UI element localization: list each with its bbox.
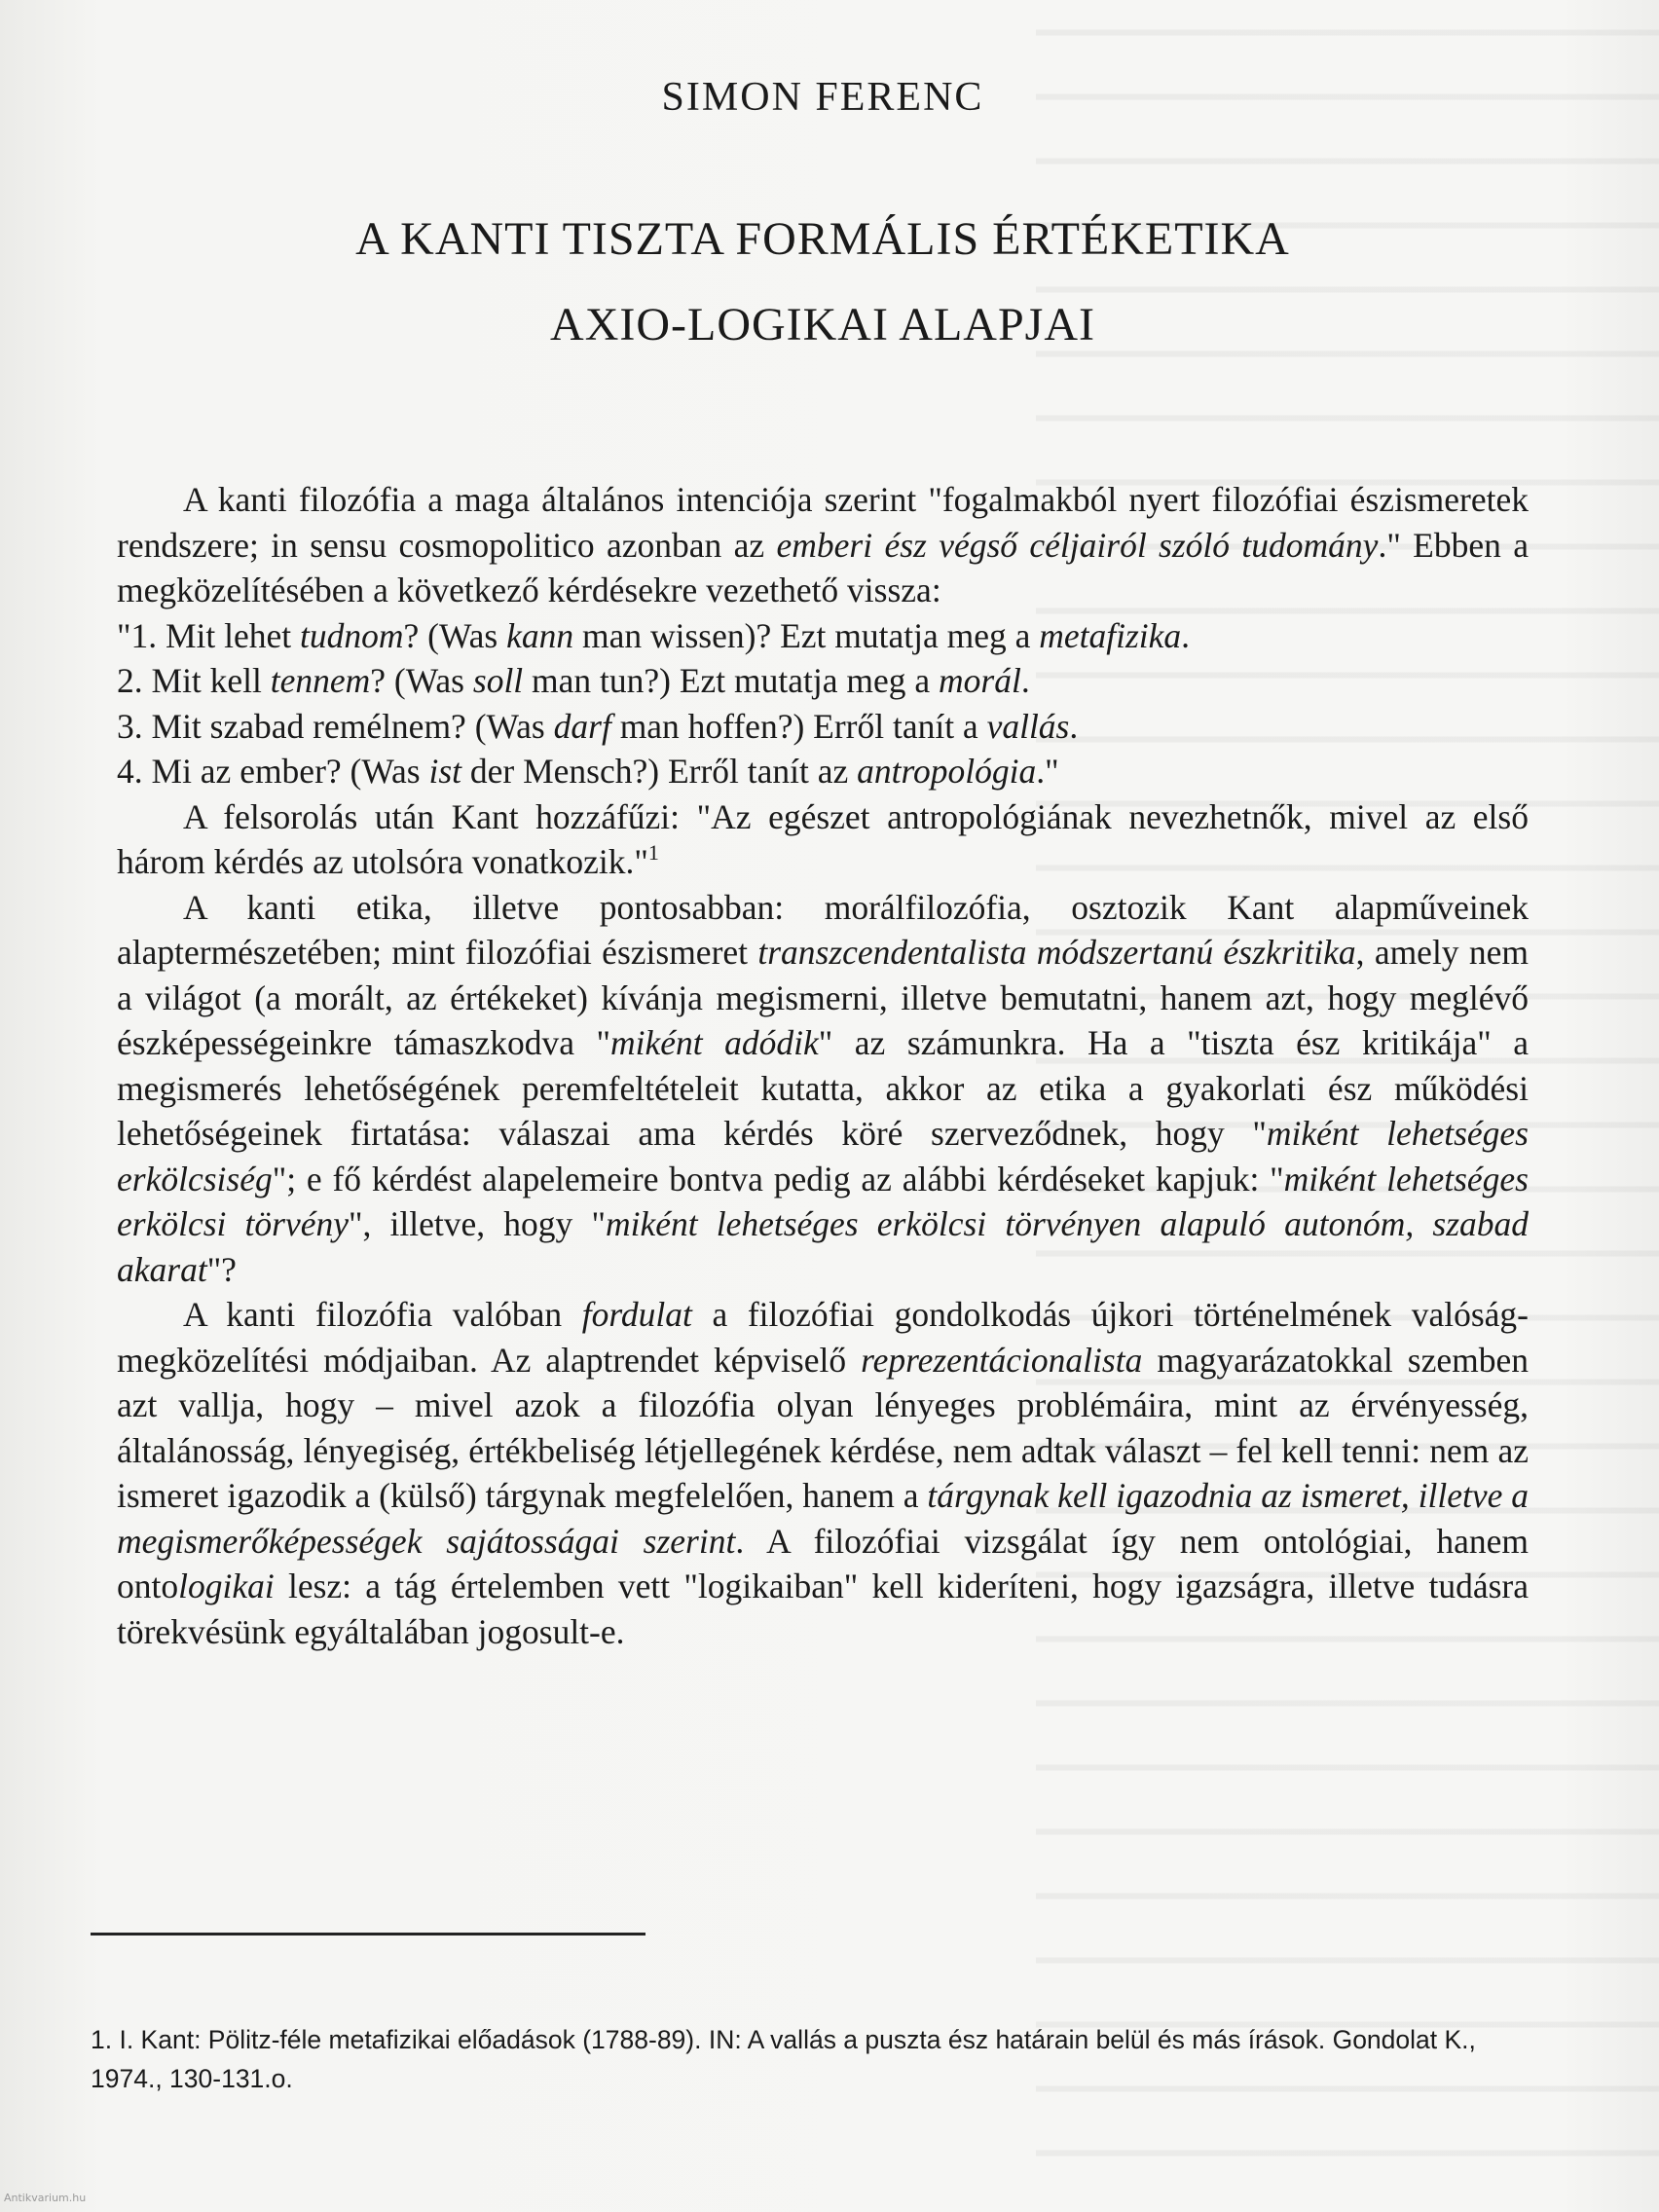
question-2: 2. Mit kell tennem? (Was soll man tun?) Ezt mutatja meg a morál.: [117, 661, 1030, 700]
title-line-1: A KANTI TISZTA FORMÁLIS ÉRTÉKETIKA: [355, 213, 1290, 265]
p1-text-a: A kanti filozófia a maga általános intenciója szerint "fogalmakból nyert filozófiai észismeretek rendszere; in sensu cosmopolitico azonban az: [117, 480, 1529, 565]
footnote-1: 1. I. Kant: Pölitz-féle metafizikai előadások (1788-89). IN: A vallás a puszta ész határain belül és más írások. Gondolat K., 1974., 130-131.o.: [91, 2025, 1476, 2093]
p1-text-b: ." Ebben a megközelítésében a következő kérdésekre vezethető vissza:: [117, 525, 1529, 609]
author-name: SIMON FERENC: [661, 75, 984, 120]
article-body: [117, 477, 1529, 1654]
question-4: 4. Mi az ember? (Was ist der Mensch?) Erről tanít az antropológia.": [117, 752, 1059, 791]
question-1: "1. Mit lehet tudnom? (Was kann man wissen)? Ezt mutatja meg a metafizika.: [117, 615, 1191, 655]
footnote-divider: [91, 1933, 645, 1936]
paragraph-4: A kanti filozófia valóban fordulat a filozófiai gondolkodás újkori történelmének valóság-megközelítési módjaiban. Az alaptrendet képviselő reprezentácionalista magyarázatokkal szemben azt vallja, hogy – mivel azok a filozófia olyan lényeges problémáira, mint az érvényesség, általánosság, lényegiség, értékbeliség létjellegének kérdése, nem adtak választ – fel kell tenni: nem az ismeret igazodik a (külső) tárgynak megfelelően, hanem a tárgynak kell igazodnia az ismeret, illetve a megismerőképességek sajátosságai szerint. A filozófiai vizsgálat így nem ontológiai, hanem ontologikai lesz: a tág értelemben vett "logikaiban" kell kideríteni, hogy igazságra, illetve tudásra törekvésünk egyáltalában jogosult-e.: [117, 1295, 1530, 1651]
paragraph-2: [117, 794, 1529, 885]
title-line-2: AXIO-LOGIKAI ALAPJAI: [550, 299, 1095, 350]
paragraph-3: A kanti etika, illetve pontosabban: morálfilozófia, osztozik Kant alapműveinek alaptermészetében; mint filozófiai észismeret transzcendentalista módszertanú észkritika, amely nem a világot (a morált, az értékeket) kívánja megismerni, illetve bemutatni, hanem azt, hogy meglévő észképességeinkre támaszkodva "miként adódik" az számunkra. Ha a "tiszta ész kritikája" a megismerés lehetőségének peremfeltételeit kutatta, akkor az etika a gyakorlati ész működési lehetőségeinek firtatása: válaszai ama kérdés köré szerveződnek, hogy "miként lehetséges erkölcsiség"; e fő kérdést alapelemeire bontva pedig az alábbi kérdéseket kapjuk: "miként lehetséges erkölcsi törvény", illetve, hogy "miként lehetséges erkölcsi törvényen alapuló autonóm, szabad akarat"?: [117, 887, 1530, 1289]
footnote-reference[interactable]: 1: [647, 840, 659, 865]
p2-text: A felsorolás után Kant hozzáfűzi: "Az egészet antropológiának nevezhetnők, mivel az első három kérdés az utolsóra vonatkozik.": [117, 796, 1529, 881]
question-3: 3. Mit szabad remélnem? (Was darf man hoffen?) Erről tanít a vallás.: [117, 706, 1079, 746]
paragraph-1: [117, 477, 1529, 613]
p1-italic: emberi ész végső céljairól szóló tudomány: [776, 525, 1379, 565]
question-list: [117, 613, 1529, 794]
watermark: Antikvarium.hu: [4, 2192, 87, 2204]
